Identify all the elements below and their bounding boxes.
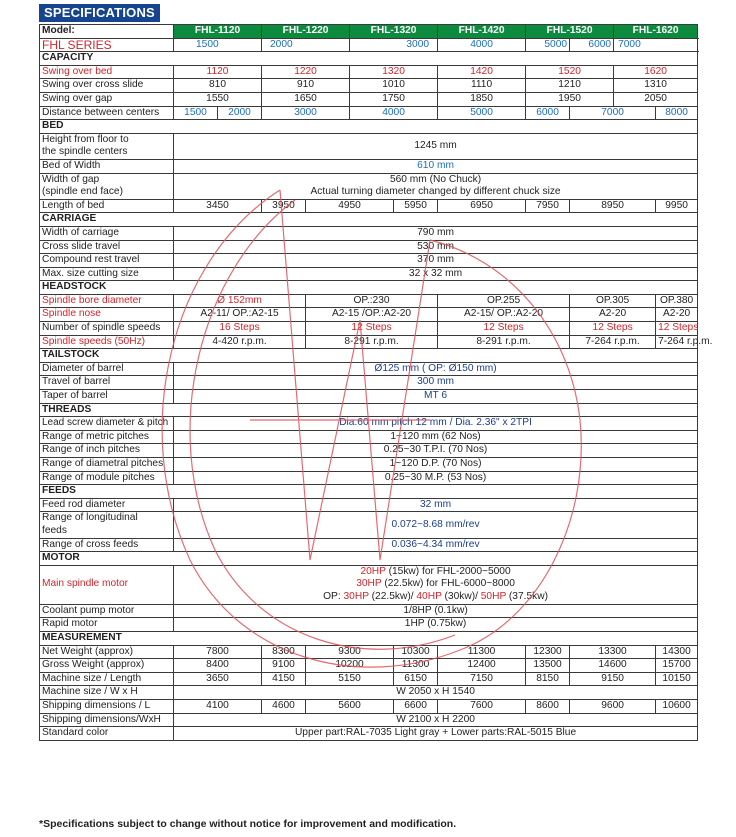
spec-row — [40, 604, 698, 618]
spec-value: 910 — [262, 79, 350, 93]
spec-value: 1~120 D.P. (70 Nos) — [174, 458, 698, 472]
spec-value: W 2050 x H 1540 — [174, 686, 698, 700]
spec-row — [40, 618, 698, 632]
spec-value: 370 mm — [174, 254, 698, 268]
motor-detail: (15kw) for FHL-2000~5000 — [385, 565, 511, 577]
spec-label-line: the spindle centers — [42, 146, 128, 158]
spec-row — [40, 444, 698, 458]
spec-row — [40, 686, 698, 700]
spec-value: 12300 — [526, 645, 570, 659]
spec-row — [40, 294, 698, 308]
spec-label: Range of metric pitches — [40, 430, 174, 444]
spec-value: 5150 — [306, 672, 394, 686]
section-header — [40, 485, 698, 499]
spec-value: 1850 — [438, 92, 526, 106]
spec-row — [40, 430, 698, 444]
spec-row — [40, 173, 698, 199]
spec-row — [40, 565, 698, 604]
spec-value-line: Actual turning diameter changed by different chuck size — [310, 186, 561, 198]
spec-value: 1120 — [174, 65, 262, 79]
spec-row — [40, 254, 698, 268]
spec-value: 1500 — [174, 106, 218, 120]
section-title: THREADS — [40, 403, 698, 417]
motor-hp: 30HP — [356, 578, 382, 590]
spec-label: Cross slide travel — [40, 240, 174, 254]
spec-label: Machine size / Length — [40, 672, 174, 686]
spec-value: 3450 — [174, 199, 262, 213]
spec-value: 2050 — [614, 92, 698, 106]
spec-value: 8-291 r.p.m. — [306, 335, 438, 349]
spec-row — [40, 512, 698, 538]
spec-value: Dia.60 mm pitch 12 mm / Dia. 2.36" x 2TPI — [174, 417, 698, 431]
section-header — [40, 213, 698, 227]
spec-label: Net Weight (approx) — [40, 645, 174, 659]
spec-value: 1~120 mm (62 Nos) — [174, 430, 698, 444]
spec-row — [40, 471, 698, 485]
spec-value: 7600 — [438, 699, 526, 713]
section-header — [40, 552, 698, 566]
spec-row — [40, 713, 698, 727]
spec-value: 790 mm — [174, 226, 698, 240]
model-name: FHL-1520 — [526, 25, 614, 39]
spec-label: Machine size / W x H — [40, 686, 174, 700]
spec-label: Max. size cutting size — [40, 267, 174, 281]
spec-value: 5000 — [438, 106, 526, 120]
spec-label-line: Width of gap — [42, 173, 100, 185]
spec-label — [40, 173, 174, 199]
spec-value: 3650 — [174, 672, 262, 686]
spec-value: 0.25~30 M.P. (53 Nos) — [174, 471, 698, 485]
spec-value: 7950 — [526, 199, 570, 213]
section-title: CAPACITY — [40, 52, 698, 66]
spec-row — [40, 267, 698, 281]
spec-value: 12 Steps — [438, 322, 570, 336]
spec-row — [40, 727, 698, 741]
spec-label: Number of spindle speeds — [40, 322, 174, 336]
section-header — [40, 52, 698, 66]
spec-label: Compound rest travel — [40, 254, 174, 268]
spec-value: 0.072~8.68 mm/rev — [174, 512, 698, 538]
spec-row — [40, 458, 698, 472]
spec-value: 7800 — [174, 645, 262, 659]
spec-value: 12400 — [438, 659, 526, 673]
spec-row — [40, 335, 698, 349]
spec-label-line: feeds — [42, 524, 67, 536]
spec-value: 8-291 r.p.m. — [438, 335, 570, 349]
model-name: FHL-1620 — [614, 25, 698, 39]
spec-value: A2-15/ OP.:A2-20 — [438, 308, 570, 322]
spec-value: 3000 — [262, 106, 350, 120]
sub-model: 4000 — [438, 38, 526, 52]
spec-value: 1310 — [614, 79, 698, 93]
spec-value: 13300 — [570, 645, 656, 659]
footnote: *Specifications subject to change without notice for improvement and modification. — [39, 818, 457, 830]
spec-row — [40, 226, 698, 240]
spec-value: 12 Steps — [570, 322, 656, 336]
spec-value: 9300 — [306, 645, 394, 659]
spec-value — [174, 565, 698, 604]
spec-value: 14300 — [656, 645, 698, 659]
spec-row — [40, 199, 698, 213]
spec-row — [40, 417, 698, 431]
spec-row — [40, 159, 698, 173]
spec-value: 530 mm — [174, 240, 698, 254]
spec-row — [40, 65, 698, 79]
spec-label: Length of bed — [40, 199, 174, 213]
spec-value: 0.036~4.34 mm/rev — [174, 538, 698, 552]
spec-value: 7-264 r.p.m. — [570, 335, 656, 349]
spec-row — [40, 308, 698, 322]
section-title: MEASUREMENT — [40, 631, 698, 645]
motor-detail: OP: — [323, 591, 344, 603]
sub-model: 5000 — [526, 38, 570, 52]
spec-label: Feed rod diameter — [40, 498, 174, 512]
spec-value: 8400 — [174, 659, 262, 673]
spec-value: 10600 — [656, 699, 698, 713]
section-title: TAILSTOCK — [40, 349, 698, 363]
spec-label: Lead screw diameter & pitch — [40, 417, 174, 431]
model-name: FHL-1120 — [174, 25, 262, 39]
spec-label: Travel of barrel — [40, 376, 174, 390]
motor-hp: 40HP — [416, 591, 442, 603]
section-title: CARRIAGE — [40, 213, 698, 227]
spec-row — [40, 672, 698, 686]
spec-label: Width of carriage — [40, 226, 174, 240]
section-header — [40, 631, 698, 645]
spec-value: Ø125 mm ( OP: Ø150 mm) — [174, 362, 698, 376]
spec-value-line: 560 mm (No Chuck) — [389, 173, 482, 185]
spec-row — [40, 79, 698, 93]
spec-value: 8600 — [526, 699, 570, 713]
spec-value: 8300 — [262, 645, 306, 659]
model-name: FHL-1320 — [350, 25, 438, 39]
spec-value: 4-420 r.p.m. — [174, 335, 306, 349]
spec-row — [40, 659, 698, 673]
spec-label: Taper of barrel — [40, 390, 174, 404]
model-label: Model: — [40, 25, 174, 39]
spec-value: 1220 — [262, 65, 350, 79]
spec-value: 8150 — [526, 672, 570, 686]
spec-value: 7-264 r.p.m. — [656, 335, 698, 349]
spec-row — [40, 538, 698, 552]
section-title: HEADSTOCK — [40, 281, 698, 295]
spec-value: OP.255 — [438, 294, 570, 308]
spec-row — [40, 92, 698, 106]
spec-label — [40, 133, 174, 159]
spec-value: A2-20 — [656, 308, 698, 322]
model-header-row — [40, 25, 698, 39]
spec-value: 4150 — [262, 672, 306, 686]
spec-row — [40, 699, 698, 713]
spec-label: Shipping dimensions / L — [40, 699, 174, 713]
spec-value: 6150 — [394, 672, 438, 686]
section-title: FEEDS — [40, 485, 698, 499]
section-header — [40, 120, 698, 134]
spec-value: 9600 — [570, 699, 656, 713]
spec-value: 11300 — [394, 659, 438, 673]
spec-row — [40, 322, 698, 336]
model-name: FHL-1220 — [262, 25, 350, 39]
spec-value: 1210 — [526, 79, 614, 93]
spec-value: 10150 — [656, 672, 698, 686]
spec-value: 15700 — [656, 659, 698, 673]
spec-value: 4000 — [350, 106, 438, 120]
spec-label-line: Range of longitudinal — [42, 512, 138, 524]
spec-value: 5600 — [306, 699, 394, 713]
spec-value: 12 Steps — [306, 322, 438, 336]
spec-value: 8950 — [570, 199, 656, 213]
spec-row — [40, 240, 698, 254]
spec-value — [174, 173, 698, 199]
spec-value: 4600 — [262, 699, 306, 713]
spec-value: 6600 — [394, 699, 438, 713]
spec-value: 16 Steps — [174, 322, 306, 336]
spec-value: 1420 — [438, 65, 526, 79]
spec-value: 32 x 32 mm — [174, 267, 698, 281]
spec-label: Distance between centers — [40, 106, 174, 120]
spec-row — [40, 390, 698, 404]
spec-label: Shipping dimensions/WxH — [40, 713, 174, 727]
spec-label-line: (spindle end face) — [42, 186, 123, 198]
spec-label: Swing over cross slide — [40, 79, 174, 93]
specifications-table — [39, 24, 713, 741]
spec-value: Upper part:RAL-7035 Light gray + Lower parts:RAL-5015 Blue — [174, 727, 698, 741]
spec-value: 4950 — [306, 199, 394, 213]
spec-value: 5950 — [394, 199, 438, 213]
section-title: BED — [40, 120, 698, 134]
motor-hp: 20HP — [360, 565, 386, 577]
spec-label: Standard color — [40, 727, 174, 741]
spec-value: 14600 — [570, 659, 656, 673]
spec-label: Gross Weight (approx) — [40, 659, 174, 673]
spec-value: 1750 — [350, 92, 438, 106]
spec-row — [40, 498, 698, 512]
spec-label: Range of diametral pitches — [40, 458, 174, 472]
spec-value: 7150 — [438, 672, 526, 686]
motor-detail: (30kw)/ — [441, 591, 481, 603]
spec-value: 1620 — [614, 65, 698, 79]
spec-value: 6000 — [526, 106, 570, 120]
section-header — [40, 281, 698, 295]
spec-value: 1010 — [350, 79, 438, 93]
page-title: SPECIFICATIONS — [39, 4, 160, 22]
sub-model: 6000 — [570, 38, 614, 52]
spec-value: 1320 — [350, 65, 438, 79]
motor-detail: (22.5kw)/ — [368, 591, 417, 603]
spec-value: MT 6 — [174, 390, 698, 404]
motor-hp: 30HP — [343, 591, 369, 603]
spec-value: 9100 — [262, 659, 306, 673]
spec-value: 3950 — [262, 199, 306, 213]
spec-value: 2000 — [218, 106, 262, 120]
spec-value: A2-20 — [570, 308, 656, 322]
spec-row — [40, 133, 698, 159]
spec-value: 1245 mm — [174, 133, 698, 159]
spec-label: Rapid motor — [40, 618, 174, 632]
spec-label: Swing over bed — [40, 65, 174, 79]
series-label: FHL SERIES — [40, 38, 174, 52]
spec-value: 13500 — [526, 659, 570, 673]
sub-model: 1500 — [174, 38, 262, 52]
motor-detail: (22.5kw) for FHL-6000~8000 — [381, 578, 515, 590]
spec-value: 7000 — [570, 106, 656, 120]
spec-row — [40, 376, 698, 390]
spec-label — [40, 512, 174, 538]
spec-value: 610 mm — [174, 159, 698, 173]
spec-label: Coolant pump motor — [40, 604, 174, 618]
spec-label: Range of inch pitches — [40, 444, 174, 458]
spec-value: 10200 — [306, 659, 394, 673]
section-title: MOTOR — [40, 552, 698, 566]
spec-value: 11300 — [438, 645, 526, 659]
spec-label: Main spindle motor — [40, 565, 174, 604]
sub-model-row — [40, 38, 698, 52]
motor-hp: 50HP — [480, 591, 507, 603]
spec-value: 4100 — [174, 699, 262, 713]
spec-label: Spindle nose — [40, 308, 174, 322]
spec-label: Spindle bore diameter — [40, 294, 174, 308]
spec-value: 32 mm — [174, 498, 698, 512]
spec-value: 6950 — [438, 199, 526, 213]
spec-value: 0.25~30 T.P.I. (70 Nos) — [174, 444, 698, 458]
spec-value: 1550 — [174, 92, 262, 106]
sub-model: 3000 — [350, 38, 438, 52]
spec-value: W 2100 x H 2200 — [174, 713, 698, 727]
spec-value: 1/8HP (0.1kw) — [174, 604, 698, 618]
motor-detail: (37.5kw) — [506, 591, 548, 603]
spec-label-line: Height from floor to — [42, 133, 129, 145]
spec-value: OP.305 — [570, 294, 656, 308]
spec-value: 10300 — [394, 645, 438, 659]
spec-value: 8000 — [656, 106, 698, 120]
spec-value: 1950 — [526, 92, 614, 106]
spec-label: Swing over gap — [40, 92, 174, 106]
spec-value: 810 — [174, 79, 262, 93]
spec-value: A2-15 /OP.:A2-20 — [306, 308, 438, 322]
spec-value: 9950 — [656, 199, 698, 213]
spec-value: 9150 — [570, 672, 656, 686]
model-name: FHL-1420 — [438, 25, 526, 39]
spec-value: Ø 152mm — [174, 294, 306, 308]
spec-value: 1110 — [438, 79, 526, 93]
spec-value: 300 mm — [174, 376, 698, 390]
spec-row — [40, 645, 698, 659]
spec-label: Range of module pitches — [40, 471, 174, 485]
section-header — [40, 349, 698, 363]
spec-value: A2-11/ OP.:A2-15 — [174, 308, 306, 322]
spec-value: 1650 — [262, 92, 350, 106]
spec-value: 12 Steps — [656, 322, 698, 336]
spec-label: Spindle speeds (50Hz) — [40, 335, 174, 349]
spec-value: 1HP (0.75kw) — [174, 618, 698, 632]
spec-value: OP.380 — [656, 294, 698, 308]
spec-value: OP.:230 — [306, 294, 438, 308]
spec-value: 1520 — [526, 65, 614, 79]
spec-label: Diameter of barrel — [40, 362, 174, 376]
sub-model: 7000 — [614, 38, 698, 52]
spec-row — [40, 106, 698, 120]
sub-model: 2000 — [262, 38, 350, 52]
spec-label: Bed of Width — [40, 159, 174, 173]
spec-row — [40, 362, 698, 376]
spec-label: Range of cross feeds — [40, 538, 174, 552]
section-header — [40, 403, 698, 417]
